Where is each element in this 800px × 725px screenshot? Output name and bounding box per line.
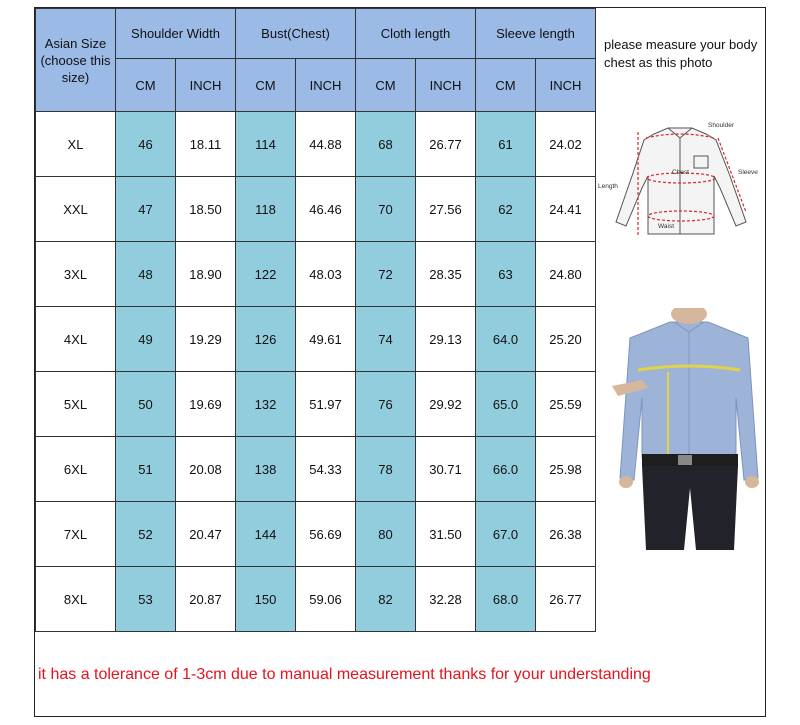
cm-value-cell: 63: [476, 242, 536, 307]
size-label: 3XL: [36, 242, 116, 307]
cm-value-cell: 62: [476, 177, 536, 242]
cm-value-cell: 72: [356, 242, 416, 307]
cm-value-cell: 67.0: [476, 502, 536, 567]
inch-value-cell: 18.50: [176, 177, 236, 242]
unit-inch-header: INCH: [416, 59, 476, 112]
cm-value-cell: 46: [116, 112, 176, 177]
cm-value-cell: 66.0: [476, 437, 536, 502]
inch-value-cell: 24.02: [536, 112, 596, 177]
inch-value-cell: 26.38: [536, 502, 596, 567]
inch-value-cell: 56.69: [296, 502, 356, 567]
unit-cm-header: CM: [236, 59, 296, 112]
inch-value-cell: 54.33: [296, 437, 356, 502]
inch-value-cell: 51.97: [296, 372, 356, 437]
unit-inch-header: INCH: [296, 59, 356, 112]
inch-value-cell: 18.90: [176, 242, 236, 307]
cm-value-cell: 76: [356, 372, 416, 437]
table-row: [36, 307, 596, 372]
cm-value-cell: 52: [116, 502, 176, 567]
cm-value-cell: 50: [116, 372, 176, 437]
inch-value-cell: 27.56: [416, 177, 476, 242]
inch-value-cell: 19.69: [176, 372, 236, 437]
diagram-label-waist: Waist: [658, 223, 675, 230]
table-row: [36, 437, 596, 502]
inch-value-cell: 59.06: [296, 567, 356, 632]
inch-value-cell: 25.98: [536, 437, 596, 502]
cm-value-cell: 132: [236, 372, 296, 437]
asian-size-header: Asian Size (choose this size): [36, 9, 116, 112]
size-label: 4XL: [36, 307, 116, 372]
size-label: 5XL: [36, 372, 116, 437]
size-label: XXL: [36, 177, 116, 242]
cm-value-cell: 144: [236, 502, 296, 567]
table-row: [36, 502, 596, 567]
inch-value-cell: 30.71: [416, 437, 476, 502]
inch-value-cell: 29.13: [416, 307, 476, 372]
cm-value-cell: 68: [356, 112, 416, 177]
inch-value-cell: 26.77: [536, 567, 596, 632]
unit-cm-header: CM: [356, 59, 416, 112]
unit-cm-header: CM: [476, 59, 536, 112]
inch-value-cell: 20.47: [176, 502, 236, 567]
cm-value-cell: 49: [116, 307, 176, 372]
inch-value-cell: 28.35: [416, 242, 476, 307]
inch-value-cell: 32.28: [416, 567, 476, 632]
cm-value-cell: 47: [116, 177, 176, 242]
header-cloth-length: Cloth length: [356, 9, 476, 59]
diagram-label-length: Length: [598, 183, 618, 190]
unit-inch-header: INCH: [176, 59, 236, 112]
cm-value-cell: 126: [236, 307, 296, 372]
cm-value-cell: 74: [356, 307, 416, 372]
cm-value-cell: 78: [356, 437, 416, 502]
diagram-label-chest: Chest: [672, 169, 689, 176]
inch-value-cell: 46.46: [296, 177, 356, 242]
inch-value-cell: 31.50: [416, 502, 476, 567]
cm-value-cell: 68.0: [476, 567, 536, 632]
table-row: [36, 177, 596, 242]
inch-value-cell: 20.87: [176, 567, 236, 632]
inch-value-cell: 18.11: [176, 112, 236, 177]
table-row: [36, 112, 596, 177]
tolerance-note: it has a tolerance of 1-3cm due to manual measurement thanks for your understanding: [38, 666, 651, 683]
cm-value-cell: 70: [356, 177, 416, 242]
header-shoulder-width: Shoulder Width: [116, 9, 236, 59]
cm-value-cell: 150: [236, 567, 296, 632]
inch-value-cell: 19.29: [176, 307, 236, 372]
table-row: [36, 567, 596, 632]
size-label: XL: [36, 112, 116, 177]
cm-value-cell: 64.0: [476, 307, 536, 372]
cm-value-cell: 118: [236, 177, 296, 242]
inch-value-cell: 25.59: [536, 372, 596, 437]
cm-value-cell: 114: [236, 112, 296, 177]
inch-value-cell: 29.92: [416, 372, 476, 437]
diagram-label-sleeve: Sleeve: [738, 169, 758, 176]
unit-inch-header: INCH: [536, 59, 596, 112]
cm-value-cell: 82: [356, 567, 416, 632]
cm-value-cell: 53: [116, 567, 176, 632]
chest-measuring-photo: [612, 308, 764, 550]
cm-value-cell: 51: [116, 437, 176, 502]
shirt-measurement-diagram-icon: [596, 116, 766, 246]
cm-value-cell: 138: [236, 437, 296, 502]
cm-value-cell: 80: [356, 502, 416, 567]
inch-value-cell: 24.41: [536, 177, 596, 242]
size-chart-table: [35, 8, 596, 632]
inch-value-cell: 20.08: [176, 437, 236, 502]
header-bust-chest: Bust(Chest): [236, 9, 356, 59]
size-label: 8XL: [36, 567, 116, 632]
inch-value-cell: 44.88: [296, 112, 356, 177]
diagram-label-shoulder: Shoulder: [708, 122, 735, 129]
cm-value-cell: 48: [116, 242, 176, 307]
header-sleeve-length: Sleeve length: [476, 9, 596, 59]
measure-instruction: please measure your body chest as this photo: [604, 37, 758, 70]
inch-value-cell: 49.61: [296, 307, 356, 372]
size-label: 6XL: [36, 437, 116, 502]
cm-value-cell: 65.0: [476, 372, 536, 437]
table-row: [36, 242, 596, 307]
cm-value-cell: 122: [236, 242, 296, 307]
unit-cm-header: CM: [116, 59, 176, 112]
inch-value-cell: 48.03: [296, 242, 356, 307]
inch-value-cell: 26.77: [416, 112, 476, 177]
table-row: [36, 372, 596, 437]
inch-value-cell: 25.20: [536, 307, 596, 372]
size-label: 7XL: [36, 502, 116, 567]
cm-value-cell: 61: [476, 112, 536, 177]
inch-value-cell: 24.80: [536, 242, 596, 307]
